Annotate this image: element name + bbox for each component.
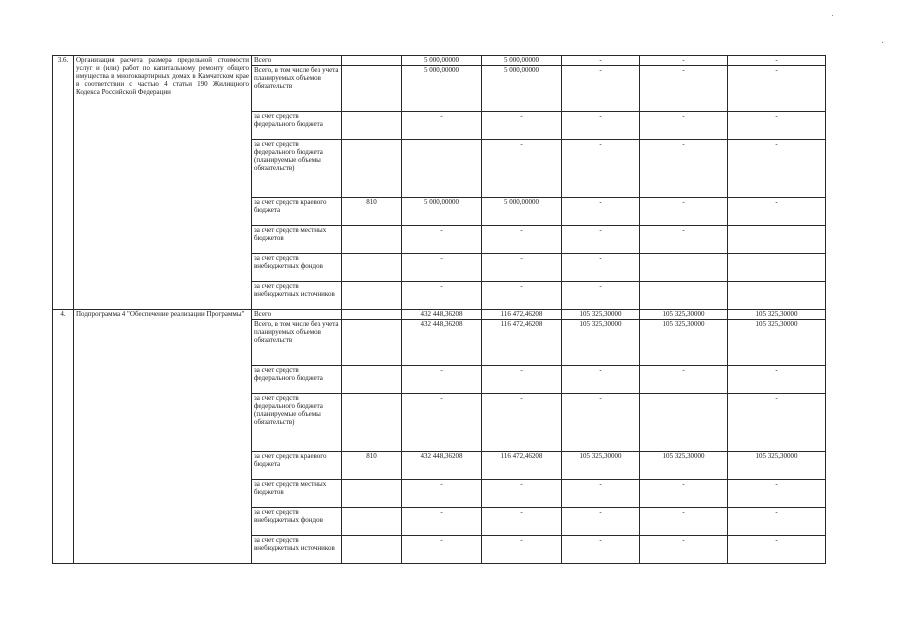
amount-cell: - xyxy=(402,226,482,254)
amount-cell: - xyxy=(562,140,640,198)
amount-cell: - xyxy=(482,394,562,452)
item-description: Подпрограмма 4 "Обеспечение реализации Программы" xyxy=(74,310,252,564)
amount-cell: - xyxy=(728,508,826,536)
amount-cell: 105 325,30000 xyxy=(640,320,728,366)
amount-cell xyxy=(728,282,826,310)
budget-code xyxy=(342,536,402,564)
amount-cell: - xyxy=(402,480,482,508)
amount-cell: - xyxy=(562,536,640,564)
document-sheet xyxy=(52,55,825,566)
amount-cell: - xyxy=(640,140,728,198)
amount-cell: - xyxy=(562,226,640,254)
amount-cell: 432 448,36208 xyxy=(402,320,482,366)
funding-source: за счет средств федерального бюджета xyxy=(252,366,342,394)
amount-cell: 432 448,36208 xyxy=(402,310,482,320)
amount-cell: 5 000,00000 xyxy=(482,56,562,66)
amount-cell: - xyxy=(728,480,826,508)
funding-source: Всего, в том числе без учета планируемых объемов обязательств xyxy=(252,320,342,366)
amount-cell xyxy=(728,254,826,282)
funding-source: за счет средств краевого бюджета xyxy=(252,452,342,480)
amount-cell: - xyxy=(482,366,562,394)
amount-cell: - xyxy=(402,112,482,140)
budget-code xyxy=(342,254,402,282)
budget-code xyxy=(342,320,402,366)
budget-code xyxy=(342,282,402,310)
amount-cell: - xyxy=(562,66,640,112)
amount-cell: - xyxy=(640,480,728,508)
amount-cell: - xyxy=(728,366,826,394)
amount-cell: 105 325,30000 xyxy=(728,320,826,366)
budget-code: 810 xyxy=(342,452,402,480)
funding-source: за счет средств местных бюджетов xyxy=(252,226,342,254)
amount-cell: - xyxy=(482,254,562,282)
budget-code xyxy=(342,310,402,320)
budget-code xyxy=(342,480,402,508)
amount-cell: - xyxy=(728,112,826,140)
amount-cell xyxy=(640,282,728,310)
amount-cell: 116 472,46208 xyxy=(482,310,562,320)
amount-cell: - xyxy=(482,140,562,198)
amount-cell: - xyxy=(562,198,640,226)
budget-code xyxy=(342,56,402,66)
amount-cell: 105 325,30000 xyxy=(728,310,826,320)
amount-cell: - xyxy=(728,394,826,452)
amount-cell: 105 325,30000 xyxy=(562,310,640,320)
amount-cell: - xyxy=(728,56,826,66)
amount-cell: 105 325,30000 xyxy=(562,452,640,480)
amount-cell: - xyxy=(402,254,482,282)
amount-cell: - xyxy=(562,282,640,310)
amount-cell: 432 448,36208 xyxy=(402,452,482,480)
amount-cell: - xyxy=(728,536,826,564)
budget-code xyxy=(342,366,402,394)
funding-source: за счет средств внебюджетных источников xyxy=(252,536,342,564)
item-number: 4. xyxy=(53,310,74,564)
amount-cell: - xyxy=(562,394,640,452)
amount-cell: - xyxy=(402,508,482,536)
amount-cell: - xyxy=(640,366,728,394)
funding-source: Всего xyxy=(252,310,342,320)
amount-cell: 5 000,00000 xyxy=(402,66,482,112)
amount-cell: 5 000,00000 xyxy=(402,198,482,226)
amount-cell: - xyxy=(562,508,640,536)
funding-source: за счет средств внебюджетных источников xyxy=(252,282,342,310)
amount-cell: - xyxy=(562,480,640,508)
funding-source: за счет средств внебюджетных фондов xyxy=(252,508,342,536)
item-number: 3.6. xyxy=(53,56,74,310)
amount-cell: - xyxy=(640,56,728,66)
amount-cell: - xyxy=(402,536,482,564)
amount-cell: - xyxy=(482,282,562,310)
amount-cell: - xyxy=(640,536,728,564)
amount-cell xyxy=(402,140,482,198)
amount-cell: - xyxy=(562,366,640,394)
amount-cell: - xyxy=(402,282,482,310)
amount-cell: - xyxy=(482,536,562,564)
funding-source: Всего xyxy=(252,56,342,66)
amount-cell: - xyxy=(562,56,640,66)
amount-cell: - xyxy=(640,508,728,536)
budget-code xyxy=(342,394,402,452)
amount-cell xyxy=(728,226,826,254)
funding-source: за счет средств федерального бюджета (планируемые объемы обязательств) xyxy=(252,394,342,452)
amount-cell: - xyxy=(562,254,640,282)
amount-cell: 116 472,46208 xyxy=(482,452,562,480)
amount-cell: - xyxy=(482,480,562,508)
amount-cell: 105 325,30000 xyxy=(640,452,728,480)
budget-code xyxy=(342,508,402,536)
amount-cell: - xyxy=(728,66,826,112)
amount-cell: - xyxy=(402,394,482,452)
budget-code xyxy=(342,66,402,112)
amount-cell: - xyxy=(402,366,482,394)
budget-code xyxy=(342,140,402,198)
amount-cell: 5 000,00000 xyxy=(402,56,482,66)
amount-cell: - xyxy=(562,112,640,140)
table-row xyxy=(53,56,826,66)
amount-cell: - xyxy=(640,112,728,140)
amount-cell: - xyxy=(640,198,728,226)
budget-code xyxy=(342,226,402,254)
amount-cell: - xyxy=(640,226,728,254)
amount-cell: - xyxy=(728,140,826,198)
funding-source: Всего, в том числе без учета планируемых объемов обязательств xyxy=(252,66,342,112)
funding-source: за счет средств краевого бюджета xyxy=(252,198,342,226)
amount-cell: - xyxy=(640,66,728,112)
scan-speck xyxy=(832,15,833,16)
amount-cell: 116 472,46208 xyxy=(482,320,562,366)
amount-cell: - xyxy=(482,508,562,536)
amount-cell: 5 000,00000 xyxy=(482,198,562,226)
amount-cell: 5 000,00000 xyxy=(482,66,562,112)
amount-cell: - xyxy=(482,112,562,140)
budget-code: 810 xyxy=(342,198,402,226)
amount-cell: 105 325,30000 xyxy=(728,452,826,480)
funding-source: за счет средств федерального бюджета xyxy=(252,112,342,140)
budget-table xyxy=(52,55,826,564)
scan-speck xyxy=(882,42,883,43)
table-row xyxy=(53,310,826,320)
budget-code xyxy=(342,112,402,140)
amount-cell: 105 325,30000 xyxy=(562,320,640,366)
funding-source: за счет средств местных бюджетов xyxy=(252,480,342,508)
amount-cell xyxy=(640,394,728,452)
amount-cell: - xyxy=(482,226,562,254)
item-description: Организация расчета размера предельной стоимости услуг и (или) работ по капитальному ремонту общего имущества в многоквартирных домах в Камчатском крае в соответствии с частью 4 статьи 190 Жилищного Кодекса Российской Федерации xyxy=(74,56,252,310)
amount-cell xyxy=(640,254,728,282)
amount-cell: - xyxy=(728,198,826,226)
amount-cell: 105 325,30000 xyxy=(640,310,728,320)
funding-source: за счет средств федерального бюджета (планируемые объемы обязательств) xyxy=(252,140,342,198)
funding-source: за счет средств внебюджетных фондов xyxy=(252,254,342,282)
